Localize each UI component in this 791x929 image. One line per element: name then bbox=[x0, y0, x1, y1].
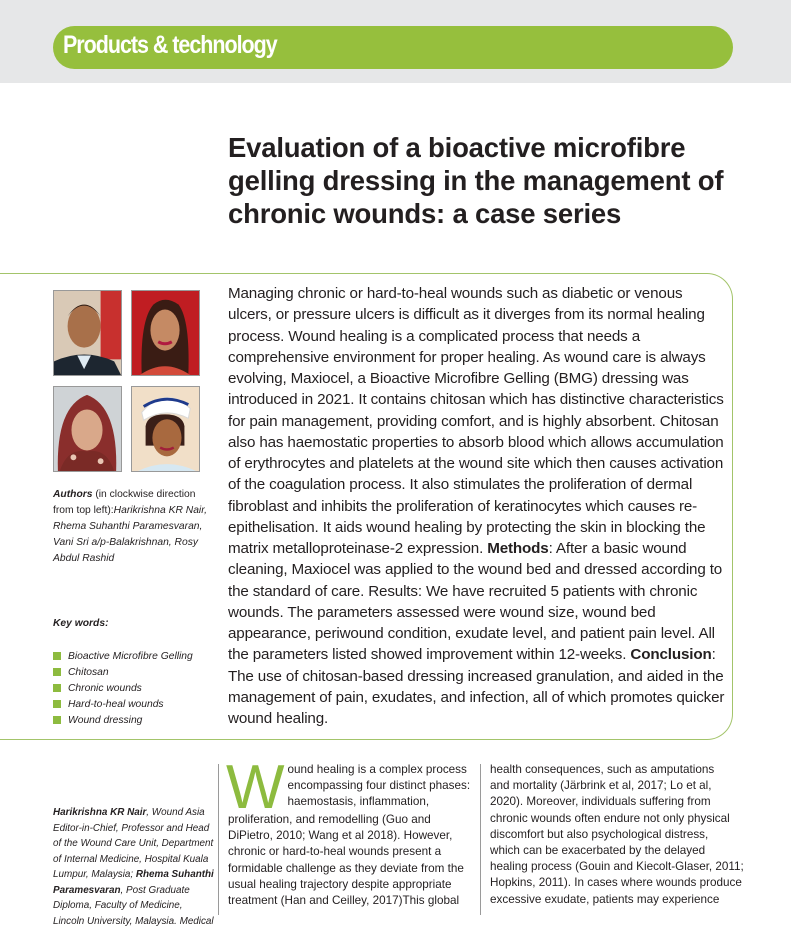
methods-label: Methods bbox=[487, 540, 549, 557]
keyword-item: Hard-to-heal wounds bbox=[53, 696, 193, 712]
keyword-item: Bioactive Microfibre Gelling bbox=[53, 648, 193, 664]
author-affiliation: Harikrishna KR Nair, Wound Asia Editor-in-Chief, Professor and Head of the Wound Care Unit, Department of Internal Medicine, Hospital Kuala Lumpur, Malaysia; Rhema Suhanthi Paramesvaran, Post Graduate Diploma, Faculty of Medicine, Lincoln University, Malaysia. Medical bbox=[53, 807, 214, 927]
author-photo bbox=[53, 290, 122, 376]
keywords-list bbox=[53, 648, 193, 728]
authors-label: Authors bbox=[53, 489, 93, 500]
article-title: Evaluation of a bioactive microfibre gelling dressing in the management of chronic wounds: a case series bbox=[228, 132, 724, 229]
authors-names: Harikrishna KR Nair, Rhema Suhanthi Paramesvaran, Vani Sri a/p-Balakrishnan, Rosy Abdul Rashid bbox=[53, 505, 207, 564]
author-photo bbox=[131, 386, 200, 472]
square-bullet-icon bbox=[53, 652, 61, 660]
square-bullet-icon bbox=[53, 668, 61, 676]
section-label: Products & technology bbox=[63, 31, 277, 59]
keyword-item: Chitosan bbox=[53, 664, 193, 680]
abstract-text bbox=[228, 283, 726, 729]
keyword-item: Wound dressing bbox=[53, 712, 193, 728]
abstract-methods: : After a basic wound cleaning, Maxiocel was applied to the wound bed and dressed according to the standard of care. Results: We have recruited 5 patients with chronic wounds. The parameters assessed were wound size, wound bed appearance, periwound condition, exudate level, and patient pain level. All the parameters listed showed improvement within 12-weeks. bbox=[228, 540, 723, 664]
square-bullet-icon bbox=[53, 716, 61, 724]
author-photos bbox=[53, 290, 203, 474]
authors-direction: (in clockwise direction from top left): bbox=[53, 489, 196, 516]
section-banner bbox=[53, 26, 733, 69]
square-bullet-icon bbox=[53, 700, 61, 708]
column-divider bbox=[218, 764, 219, 915]
abstract-conclusion: : The use of chitosan-based dressing increased granulation, and aided in the management of pain, exudates, and infection, all of which promotes quicker wound healing. bbox=[228, 646, 725, 727]
body-column-1: W ound healing is a complex process encompassing four distinct phases: haemostasis, inflammation, proliferation, and remodelling (Guo and DiPietro, 2010; Wang et al 2018). However, chronic or hard-to-heal wounds present a formidable challenge as they deviate from the usual healing trajectory despite appropriate treatment (Han and Ceilley, 2017)This global bbox=[226, 753, 471, 908]
drop-cap: W bbox=[226, 753, 285, 822]
square-bullet-icon bbox=[53, 684, 61, 692]
keyword-item: Chronic wounds bbox=[53, 680, 193, 696]
author-photo bbox=[53, 386, 122, 472]
column-divider bbox=[480, 764, 481, 915]
author-photo bbox=[131, 290, 200, 376]
authors-credit bbox=[53, 487, 213, 567]
body-column-2: health consequences, such as amputations and mortality (Järbrink et al, 2017; Lo et al, 2020). Moreover, individuals suffering from chronic wounds often endure not only physical discomfort but also psychological distress, which can be exacerbated by the delayed healing process (Gouin and Kiecolt-Glaser, 2011; Hopkins, 2011). In cases where wounds produce excessive exudate, patients may experience bbox=[490, 763, 744, 906]
conclusion-label: Conclusion bbox=[630, 646, 712, 664]
abstract-intro: Managing chronic or hard-to-heal wounds such as diabetic or venous ulcers, or pressure ulcers is difficult as it diverges from its normal healing process. Wound healing is a complicated process that needs a comprehensive environment for proper healing. As wound care is always evolving, Maxiocel, a Bioactive Microfibre Gelling (BMG) dressing was introduced in 2021. It contains chitosan which has distinctive characteristics for pain management, providing comfort, and is highly absorbent. Chitosan also has haemostatic properties to absorb blood which allows accumulation of erythrocytes and platelets at the wound site which then causes activation of the coagulation process. It also stimulates the proliferation of dermal fibroblast and inhibits the proliferation of keratinocytes which causes re-epithelisation. It aids wound healing by protecting the skin in blocking the matrix metalloproteinase-2 expression. bbox=[228, 285, 724, 557]
keywords-heading: Key words: bbox=[53, 618, 109, 629]
